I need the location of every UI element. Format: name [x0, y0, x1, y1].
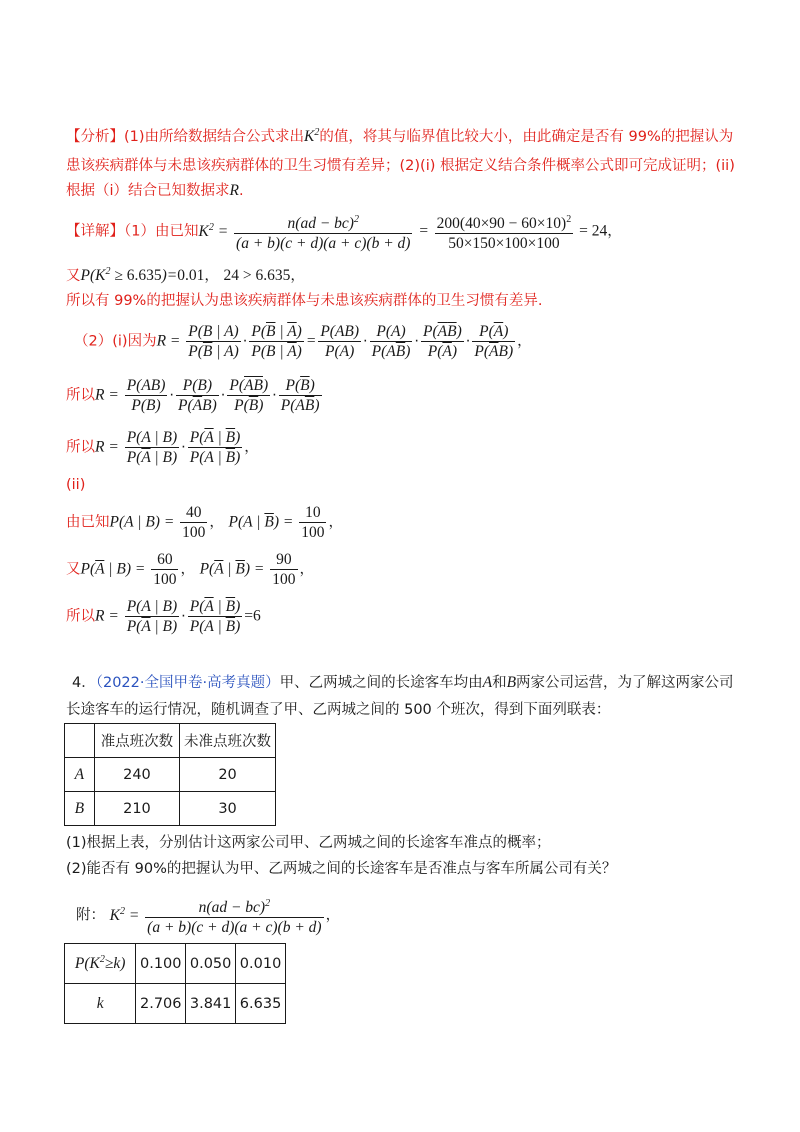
- part2-because: （2）(i)因为R = $\frac{P(B | A)}{P(\overline{B} | A)}$ · $\frac{P(\overline{B} | \overline{A})}{P(B | \overline{A})}$ = $\frac{P(AB)}{P(A)}$ · $\frac{P(A)}{P(A\overline{B})}$ · $\frac{P(\overline{A}\overline{B})}{P(\overline{A})}$ · $\frac{P(\overline{A})}{P(\overline{A}B)}$ ，: [74, 323, 532, 360]
- contingency-table: [64, 723, 276, 826]
- table-row: B 210 30: [65, 792, 276, 826]
- detail-k2-formula: 【详解】（1）由已知$K^2$ = $\frac{n(ad - bc)^2}{(a + b)(c + d)(a + c)(b + d)}$ = $\frac{200(40\times 90 - 60\times 10)^2}{50\times 150\times 100\times 100}$ = 24，: [66, 210, 622, 253]
- question-1: (1)根据上表，分别估计这两家公司甲、乙两城之间的长途客车准点的概率；: [66, 835, 551, 851]
- part2-also: 又$P(\overline{A}$ | B) = $\frac{60}{100}$ ， $P(\overline{A}$ | $\overline{B}$) = $\frac{90}{100}$ ，: [66, 551, 315, 588]
- detail-tag: 【详解】: [66, 223, 124, 240]
- problem4-line1: 4．（2022·全国甲卷·高考真题）甲、乙两城之间的长途客车均由A和B两家公司运营，为了解这两家公司: [72, 674, 734, 691]
- table-header-row: 准点班次数 未准点班次数: [65, 724, 276, 758]
- problem4-source: （2022·全国甲卷·高考真题）: [95, 675, 280, 691]
- table-row: A 240 20: [65, 758, 276, 792]
- critical-value-table: [64, 943, 286, 1024]
- table-row: k 2.706 3.841 6.635: [65, 984, 286, 1024]
- analysis-line3: 根据（i）结合已知数据求R.: [66, 182, 244, 199]
- part2-ii-label: (ii): [66, 477, 86, 493]
- question-2: (2)能否有 90%的把握认为甲、乙两城之间的长途客车是否准点与客车所属公司有关？: [66, 861, 617, 877]
- appendix-formula: 附： $K^2$ = $\frac{n(ad - bc)^2}{(a + b)(c + d)(a + c)(b + d)}$ ，: [76, 894, 340, 937]
- part2-so1: 所以R = $\frac{P(AB)}{P(B)}$ · $\frac{P(B)}{P(\overline{A}B)}$ · $\frac{P(\overline{A}\overline{B})}{P(\overline{B})}$ · $\frac{P(\overline{B})}{P(A\overline{B})}$: [66, 377, 320, 414]
- analysis-line2: 患该疾病群体与未患该疾病群体的卫生习惯有差异；(2)(i) 根据定义结合条件概率公式即可完成证明；(ii): [66, 158, 735, 174]
- part2-known: 由已知P(A | B) = $\frac{40}{100}$ ， P(A | $\overline{B}$) = $\frac{10}{100}$ ，: [66, 504, 343, 541]
- problem4-line2: 长途客车的运行情况，随机调查了甲、乙两城之间的 500 个班次，得到下面列联表：: [66, 702, 611, 718]
- analysis-tag: 【分析】: [66, 129, 124, 146]
- detail-conclusion: 所以有 99%的把握认为患该疾病群体与未患该疾病群体的卫生习惯有差异.: [66, 293, 543, 309]
- part2-so2: 所以R = $\frac{P(A | B)}{P(\overline{A} | B)}$ · $\frac{P(\overline{A} | \overline{B})}{P(A | \overline{B})}$ ，: [66, 429, 259, 466]
- part2-so3: 所以R = $\frac{P(A | B)}{P(\overline{A} | B)}$ · $\frac{P(\overline{A} | \overline{B})}{P(A | \overline{B})}$ =6: [66, 598, 261, 635]
- table-row: $P(K^2\ge k)$ 0.100 0.050 0.010: [65, 944, 286, 984]
- analysis-line1: 【分析】(1)由所给数据结合公式求出$K^2$的值，将其与临界值比较大小，由此确定是否有 99%的把握认为: [66, 127, 734, 146]
- detail-critical: 又$P(K^2 \ge 6.635)=0.01$， 24 > 6.635，: [66, 266, 305, 285]
